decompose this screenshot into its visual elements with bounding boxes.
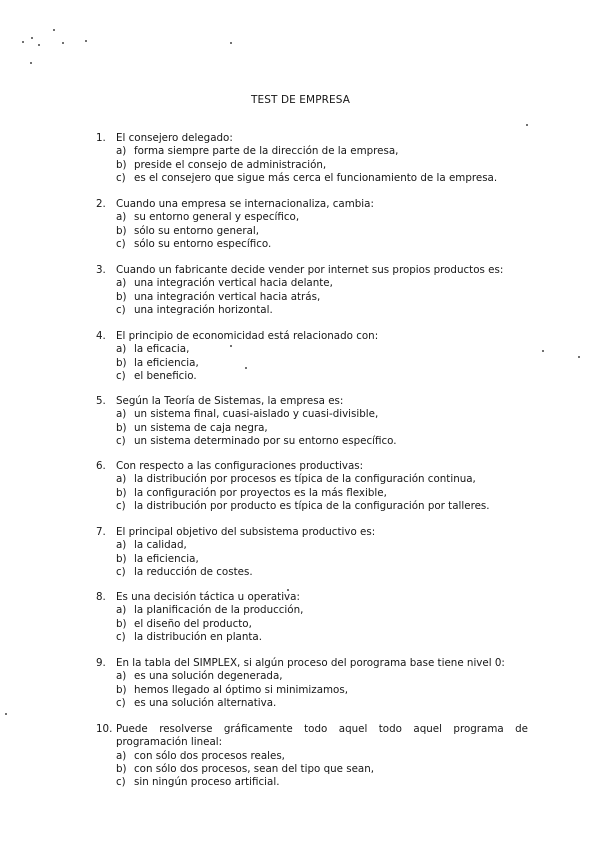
option-text: la eficiencia, (134, 552, 199, 565)
option-c (96, 435, 528, 448)
option-a (96, 473, 528, 486)
option-label: a) (116, 145, 127, 158)
scan-speck (22, 41, 24, 43)
question-6 (96, 460, 528, 513)
option-label: b) (116, 486, 127, 499)
option-text: una integración vertical hacia atrás, (134, 290, 321, 303)
scan-speck (5, 713, 7, 715)
question-2 (96, 198, 528, 251)
question-number: 4. (96, 330, 106, 342)
option-label: a) (116, 473, 127, 486)
option-text: un sistema determinado por su entorno específico. (134, 434, 397, 447)
scan-speck (578, 356, 580, 358)
option-text: el diseño del producto, (134, 617, 252, 630)
question-text: El consejero delegado: (116, 132, 233, 144)
option-b (96, 618, 528, 631)
option-b (96, 684, 528, 697)
option-a (96, 343, 528, 356)
option-label: b) (116, 356, 127, 369)
option-a (96, 408, 528, 421)
question-4 (96, 330, 528, 383)
option-text: la calidad, (134, 539, 187, 552)
option-a (96, 539, 528, 552)
option-text: un sistema de caja negra, (134, 421, 268, 434)
option-a (96, 670, 528, 683)
option-text: sin ningún proceso artificial. (134, 776, 280, 789)
question-number: 1. (96, 132, 106, 144)
option-text: con sólo dos procesos, sean del tipo que sean, (134, 762, 375, 775)
question-text: Es una decisión táctica u operativa: (116, 591, 300, 603)
option-label: b) (116, 552, 127, 565)
scan-speck (31, 37, 33, 39)
question-stem (96, 591, 528, 604)
option-label: c) (116, 630, 126, 643)
option-label: a) (116, 604, 127, 617)
option-text: la reducción de costes. (134, 565, 253, 578)
question-10 (96, 723, 528, 789)
option-text: la planificación de la producción, (134, 604, 304, 617)
option-text: la configuración por proyectos es la más flexible, (134, 486, 387, 499)
option-c (96, 172, 528, 185)
option-text: es una solución degenerada, (134, 670, 283, 683)
option-b (96, 225, 528, 238)
option-text: el beneficio. (134, 369, 197, 382)
option-label: c) (116, 303, 126, 316)
question-stem (96, 198, 528, 211)
question-text: Cuando un fabricante decide vender por internet sus propios productos es: (116, 264, 504, 276)
question-stem (96, 460, 528, 473)
question-text: Según la Teoría de Sistemas, la empresa es: (116, 395, 344, 407)
option-text: una integración horizontal. (134, 303, 273, 316)
option-c (96, 776, 528, 789)
option-label: a) (116, 277, 127, 290)
option-label: c) (116, 369, 126, 382)
option-b (96, 763, 528, 776)
question-text: Con respecto a las configuraciones productivas: (116, 460, 364, 472)
option-text: forma siempre parte de la dirección de la empresa, (134, 145, 399, 158)
option-text: es el consejero que sigue más cerca el funcionamiento de la empresa. (134, 171, 498, 184)
question-stem (96, 723, 528, 750)
scan-speck (85, 40, 87, 42)
question-number: 8. (96, 591, 106, 603)
option-text: con sólo dos procesos reales, (134, 749, 285, 762)
option-c (96, 631, 528, 644)
option-label: b) (116, 158, 127, 171)
option-text: hemos llegado al óptimo si minimizamos, (134, 683, 348, 696)
question-stem (96, 132, 528, 145)
question-8 (96, 591, 528, 644)
option-b (96, 487, 528, 500)
question-number: 10. (96, 723, 113, 735)
option-label: c) (116, 434, 126, 447)
question-stem (96, 330, 528, 343)
option-text: la distribución por producto es típica de la configuración por talleres. (134, 499, 490, 512)
scan-speck (38, 44, 40, 46)
option-text: una integración vertical hacia delante, (134, 277, 333, 290)
option-text: la eficiencia, (134, 356, 199, 369)
option-text: sólo su entorno general, (134, 224, 260, 237)
option-a (96, 145, 528, 158)
option-b (96, 422, 528, 435)
option-a (96, 277, 528, 290)
option-label: c) (116, 565, 126, 578)
option-b (96, 553, 528, 566)
option-b (96, 357, 528, 370)
option-label: a) (116, 749, 127, 762)
question-number: 5. (96, 395, 106, 407)
question-stem (96, 657, 528, 670)
scan-speck (526, 124, 528, 126)
option-a (96, 211, 528, 224)
option-text: es una solución alternativa. (134, 696, 277, 709)
option-label: c) (116, 696, 126, 709)
option-label: b) (116, 224, 127, 237)
option-text: la distribución en planta. (134, 630, 263, 643)
question-text: Puede resolverse gráficamente todo aquel todo aquel programa de programación lineal: (116, 723, 528, 749)
option-c (96, 304, 528, 317)
option-c (96, 566, 528, 579)
option-text: un sistema final, cuasi-aislado y cuasi-divisible, (134, 408, 379, 421)
option-text: preside el consejo de administración, (134, 158, 327, 171)
question-text: El principal objetivo del subsistema productivo es: (116, 526, 376, 538)
scan-speck (62, 42, 64, 44)
option-b (96, 291, 528, 304)
question-7 (96, 526, 528, 579)
option-text: sólo su entorno específico. (134, 237, 272, 250)
scan-speck (30, 62, 32, 64)
scan-speck (542, 350, 544, 352)
option-label: a) (116, 211, 127, 224)
option-label: a) (116, 343, 127, 356)
scan-speck (230, 42, 232, 44)
option-text: la distribución por procesos es típica de la configuración continua, (134, 473, 476, 486)
option-c (96, 370, 528, 383)
option-a (96, 604, 528, 617)
option-label: a) (116, 539, 127, 552)
question-text: Cuando una empresa se internacionaliza, cambia: (116, 198, 374, 210)
option-label: c) (116, 776, 126, 789)
question-number: 3. (96, 264, 106, 276)
option-label: c) (116, 499, 126, 512)
option-label: b) (116, 290, 127, 303)
option-label: b) (116, 421, 127, 434)
question-9 (96, 657, 528, 710)
question-text: En la tabla del SIMPLEX, si algún proceso del porograma base tiene nivel 0: (116, 657, 505, 669)
option-a (96, 750, 528, 763)
question-number: 2. (96, 198, 106, 210)
option-c (96, 697, 528, 710)
option-c (96, 238, 528, 251)
option-label: a) (116, 670, 127, 683)
question-number: 7. (96, 526, 106, 538)
question-stem (96, 264, 528, 277)
option-text: la eficacia, (134, 343, 190, 356)
option-label: b) (116, 762, 127, 775)
question-5 (96, 395, 528, 448)
option-text: su entorno general y específico, (134, 211, 300, 224)
question-text: El principio de economicidad está relacionado con: (116, 330, 379, 342)
option-label: c) (116, 237, 126, 250)
option-label: b) (116, 683, 127, 696)
question-1 (96, 132, 528, 185)
option-label: b) (116, 617, 127, 630)
option-b (96, 159, 528, 172)
option-c (96, 500, 528, 513)
option-label: c) (116, 171, 126, 184)
question-stem (96, 526, 528, 539)
question-number: 6. (96, 460, 106, 472)
question-3 (96, 264, 528, 317)
scan-speck (53, 29, 55, 31)
page-title: TEST DE EMPRESA (250, 94, 351, 106)
question-number: 9. (96, 657, 106, 669)
question-stem (96, 395, 528, 408)
option-label: a) (116, 408, 127, 421)
